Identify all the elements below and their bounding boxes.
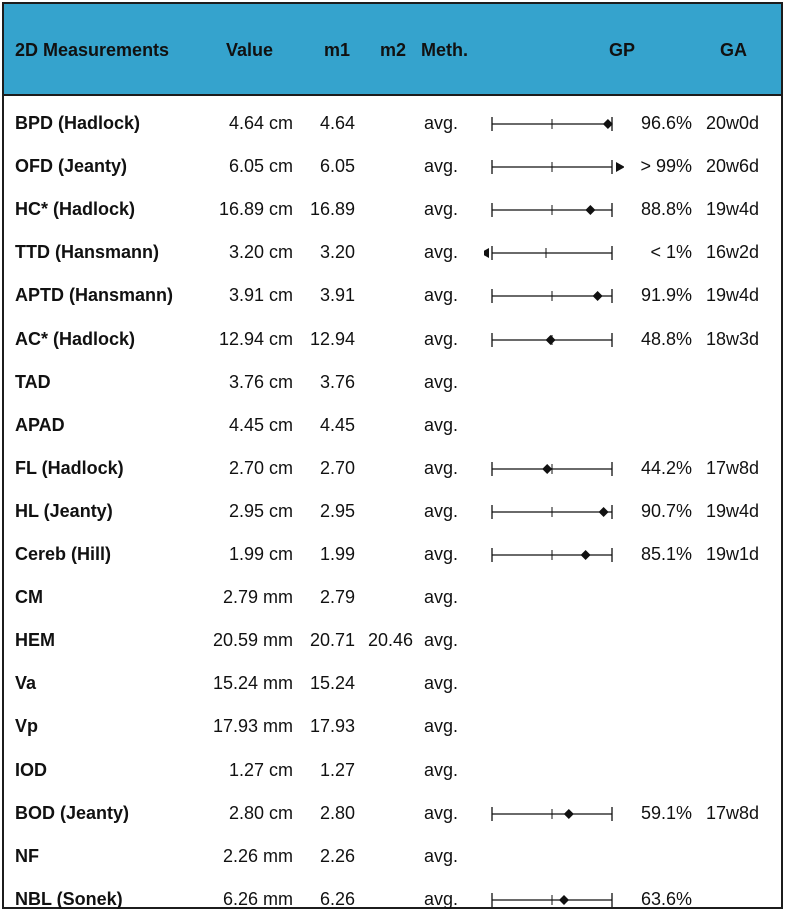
measurement-name: IOD <box>15 759 48 780</box>
measurement-ga: 20w6d <box>706 156 760 177</box>
measurement-value: 2.95 cm <box>228 500 293 521</box>
measurement-name: NBL (Sonek) <box>15 888 123 909</box>
measurement-m1: 12.94 <box>309 328 355 349</box>
measurement-method: avg. <box>424 457 459 478</box>
table-row <box>4 188 781 231</box>
measurement-value: 3.76 cm <box>228 371 293 392</box>
table-row <box>4 274 781 317</box>
measurement-ga: 17w8d <box>706 457 760 478</box>
table-row <box>4 102 781 145</box>
measurement-method: avg. <box>424 759 459 780</box>
table-row <box>4 878 781 921</box>
growth-percentile-bar <box>484 500 624 524</box>
table-row <box>4 662 781 705</box>
measurement-m1: 16.89 <box>309 199 355 220</box>
measurement-gp: 44.2% <box>640 457 692 478</box>
measurement-gp: 96.6% <box>640 113 692 133</box>
growth-percentile-bar <box>484 802 624 826</box>
measurement-m1: 4.45 <box>319 414 355 435</box>
header-ga: GA <box>720 40 747 60</box>
growth-percentile-bar <box>484 328 624 352</box>
table-row <box>4 705 781 748</box>
arrow-right-icon <box>616 162 624 172</box>
measurement-name: TAD <box>15 371 51 392</box>
measurement-name: Vp <box>15 716 39 737</box>
measurement-m1: 2.80 <box>319 802 355 823</box>
percentile-marker <box>559 895 569 905</box>
measurement-gp: 85.1% <box>640 544 692 564</box>
measurement-method: avg. <box>424 414 459 435</box>
table-row <box>4 792 781 835</box>
measurement-m1: 6.26 <box>319 888 355 909</box>
measurement-m1: 2.26 <box>319 845 355 866</box>
measurement-name: TTD (Hansmann) <box>15 242 159 263</box>
measurement-ga: 20w0d <box>706 113 760 133</box>
measurement-name: HC* (Hadlock) <box>15 199 136 220</box>
measurement-method: avg. <box>424 242 459 263</box>
arrow-left-icon <box>484 248 489 258</box>
measurement-method: avg. <box>424 888 459 909</box>
measurement-method: avg. <box>424 156 459 177</box>
table-row <box>4 619 781 662</box>
measurement-ga: 19w4d <box>706 285 760 306</box>
measurement-method: avg. <box>424 544 459 564</box>
measurement-value: 2.26 mm <box>222 845 293 866</box>
growth-percentile-bar <box>484 112 624 136</box>
measurement-m2: 20.46 <box>367 630 413 651</box>
measurement-ga: 17w8d <box>706 802 760 823</box>
measurements-table <box>2 2 783 909</box>
measurement-value: 4.45 cm <box>228 414 293 435</box>
measurement-name: APTD (Hansmann) <box>15 285 174 306</box>
header-value: Value <box>226 40 274 60</box>
measurement-m1: 2.79 <box>319 587 355 608</box>
table-row <box>4 231 781 274</box>
measurement-value: 6.26 mm <box>222 888 293 909</box>
measurement-name: FL (Hadlock) <box>15 457 124 478</box>
percentile-marker <box>585 205 595 215</box>
measurement-ga: 19w4d <box>706 199 760 220</box>
measurement-name: AC* (Hadlock) <box>15 328 136 349</box>
growth-percentile-bar <box>484 241 624 265</box>
measurement-gp: 63.6% <box>640 888 692 909</box>
header-name: 2D Measurements <box>15 40 170 60</box>
measurement-method: avg. <box>424 199 459 220</box>
measurement-method: avg. <box>424 630 459 651</box>
measurement-m1: 2.70 <box>319 457 355 478</box>
measurement-m1: 6.05 <box>319 156 355 177</box>
measurement-gp: 88.8% <box>640 199 692 220</box>
measurement-name: HEM <box>15 630 55 651</box>
measurement-value: 1.99 cm <box>228 544 293 564</box>
measurement-ga: 19w1d <box>706 544 760 564</box>
header-m1: m1 <box>324 40 351 60</box>
measurement-value: 4.64 cm <box>228 113 293 133</box>
measurement-m1: 1.99 <box>319 544 355 564</box>
measurement-value: 2.70 cm <box>228 457 293 478</box>
table-row <box>4 490 781 533</box>
percentile-marker <box>546 335 556 345</box>
header-m2: m2 <box>380 40 407 60</box>
measurement-method: avg. <box>424 802 459 823</box>
measurement-ga: 18w3d <box>706 328 760 349</box>
measurement-value: 17.93 mm <box>212 716 293 737</box>
measurement-name: NF <box>15 845 39 866</box>
measurement-value: 1.27 cm <box>228 759 293 780</box>
measurement-value: 2.79 mm <box>222 587 293 608</box>
measurement-method: avg. <box>424 285 459 306</box>
table-row <box>4 576 781 619</box>
measurement-method: avg. <box>424 500 459 521</box>
measurement-name: BOD (Jeanty) <box>15 802 130 823</box>
measurement-method: avg. <box>424 845 459 866</box>
measurement-name: BPD (Hadlock) <box>15 113 141 133</box>
measurement-value: 16.89 cm <box>218 199 293 220</box>
measurement-m1: 17.93 <box>309 716 355 737</box>
table-row <box>4 145 781 188</box>
header-method: Meth. <box>421 40 468 60</box>
measurement-gp: 90.7% <box>640 500 692 521</box>
measurement-value: 3.91 cm <box>228 285 293 306</box>
table-row <box>4 404 781 447</box>
growth-percentile-bar <box>484 198 624 222</box>
measurement-method: avg. <box>424 716 459 737</box>
measurement-name: Cereb (Hill) <box>15 544 112 564</box>
measurement-ga: 16w2d <box>706 242 760 263</box>
measurement-m1: 15.24 <box>309 673 355 694</box>
growth-percentile-bar <box>484 155 624 179</box>
measurement-m1: 3.91 <box>319 285 355 306</box>
measurement-m1: 3.20 <box>319 242 355 263</box>
percentile-marker <box>581 550 591 560</box>
table-row <box>4 533 781 576</box>
table-header <box>4 4 781 96</box>
growth-percentile-bar <box>484 284 624 308</box>
growth-percentile-bar <box>484 543 624 567</box>
percentile-marker <box>542 464 552 474</box>
measurement-m1: 2.95 <box>319 500 355 521</box>
percentile-marker <box>564 809 574 819</box>
table-row <box>4 749 781 792</box>
measurement-ga: 19w4d <box>706 500 760 521</box>
measurement-gp: 59.1% <box>640 802 692 823</box>
measurement-value: 12.94 cm <box>218 328 293 349</box>
measurement-name: OFD (Jeanty) <box>15 156 128 177</box>
measurement-m1: 3.76 <box>319 371 355 392</box>
measurement-name: HL (Jeanty) <box>15 500 113 521</box>
table-row <box>4 361 781 404</box>
measurement-gp: < 1% <box>650 242 692 263</box>
table-row <box>4 835 781 878</box>
growth-percentile-bar <box>484 457 624 481</box>
measurement-gp: 48.8% <box>640 328 692 349</box>
measurement-value: 15.24 mm <box>212 673 293 694</box>
measurement-name: CM <box>15 587 43 608</box>
measurement-method: avg. <box>424 328 459 349</box>
measurement-gp: 91.9% <box>640 285 692 306</box>
measurement-value: 6.05 cm <box>228 156 293 177</box>
measurement-method: avg. <box>424 587 459 608</box>
table-row <box>4 447 781 490</box>
measurement-method: avg. <box>424 673 459 694</box>
measurement-m1: 20.71 <box>309 630 355 651</box>
measurement-name: Va <box>15 673 37 694</box>
table-row <box>4 318 781 361</box>
measurement-method: avg. <box>424 371 459 392</box>
measurement-method: avg. <box>424 113 459 133</box>
growth-percentile-bar <box>484 888 624 912</box>
measurement-value: 3.20 cm <box>228 242 293 263</box>
percentile-marker <box>593 291 603 301</box>
measurement-gp: > 99% <box>640 156 692 177</box>
header-gp: GP <box>609 40 636 60</box>
measurement-m1: 4.64 <box>319 113 355 133</box>
measurement-name: APAD <box>15 414 65 435</box>
measurement-m1: 1.27 <box>319 759 355 780</box>
measurement-value: 2.80 cm <box>228 802 293 823</box>
percentile-marker <box>599 507 609 517</box>
measurement-value: 20.59 mm <box>212 630 293 651</box>
